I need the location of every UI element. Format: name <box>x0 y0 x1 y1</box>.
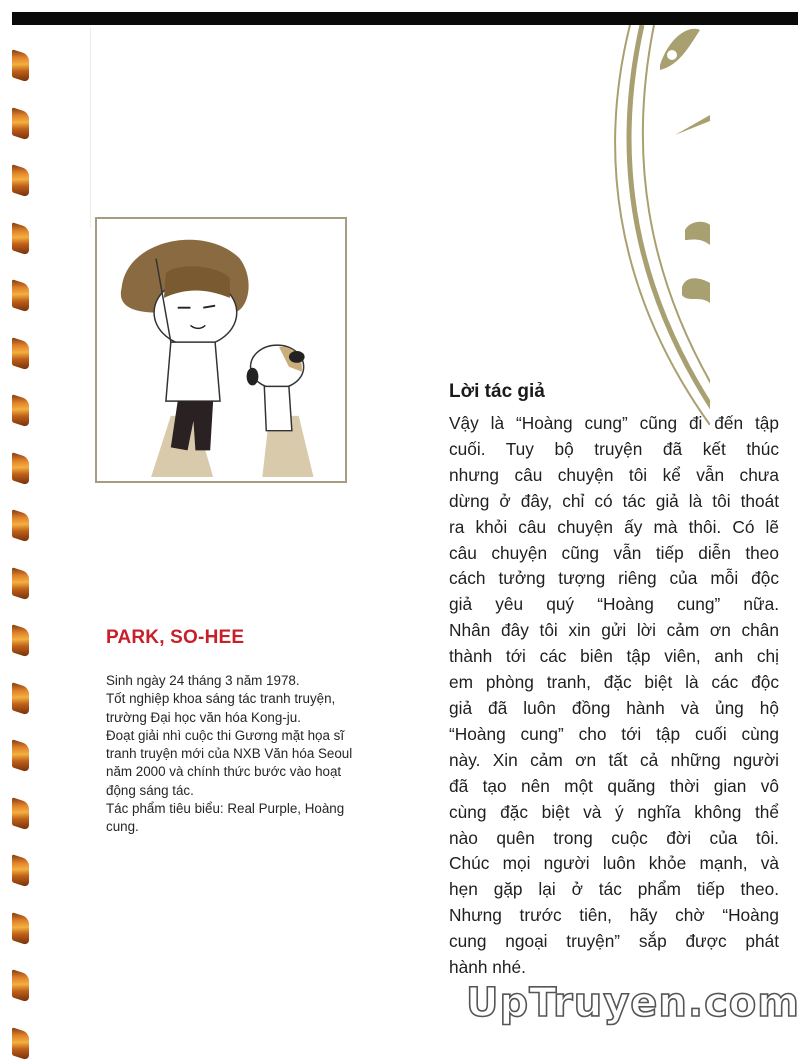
bio-line: trường Đại học văn hóa Kong-ju. <box>106 709 301 725</box>
afterword-line: nhưng câu chuyện tôi kể vẫn chưa <box>449 464 779 485</box>
binding-ring-icon <box>12 567 29 601</box>
afterword-line: Vậy là “Hoàng cung” cũng đi đến tập <box>449 413 779 433</box>
binding-ring-icon <box>12 394 29 428</box>
afterword-line: cùng đặc biệt và ý nghĩa không thể <box>449 801 779 822</box>
afterword-line: câu chuyện cũng vẫn tiếp diễn theo <box>449 542 779 563</box>
binding-ring-icon <box>12 49 29 83</box>
afterword-line: giả đã luôn đồng hành và ủng hộ <box>449 697 779 718</box>
afterword-line: Nhưng trước tiên, hãy chờ “Hoàng <box>449 905 779 926</box>
bio-line: Tác phẩm tiêu biểu: Real Purple, Hoàng <box>106 801 345 817</box>
top-border-bar <box>12 12 798 25</box>
binding-ring-icon <box>12 164 29 198</box>
binding-ring-icon <box>12 452 29 486</box>
binding-ring-icon <box>12 509 29 543</box>
afterword-heading: Lời tác giả <box>449 381 545 402</box>
binding-ring-icon <box>12 279 29 313</box>
afterword-line: hẹn gặp lại ở tác phẩm tiếp theo. <box>449 879 779 900</box>
decorative-ornament-circle <box>590 25 790 425</box>
binding-ring-icon <box>12 624 29 658</box>
afterword-line: này. Xin cảm ơn tất cả những người <box>449 749 779 770</box>
binding-ring-icon <box>12 222 29 256</box>
afterword-line: Nhân đây tôi xin gửi lời cảm ơn chân <box>449 620 779 641</box>
afterword-line: dừng ở đây, chỉ có tác giả là tôi thoát <box>449 490 779 511</box>
author-name-heading: PARK, SO-HEE <box>106 627 245 648</box>
bio-line: động sáng tác. <box>106 782 194 798</box>
binding-ring-icon <box>12 1027 29 1060</box>
binding-ring-icon <box>12 969 29 1003</box>
bio-line: cung. <box>106 819 139 835</box>
binding-ring-icon <box>12 337 29 371</box>
binding-ring-icon <box>12 854 29 888</box>
afterword-line: giả yêu quý “Hoàng cung” nữa. <box>449 594 779 615</box>
afterword-line: cách tưởng tượng riêng của mỗi độc <box>449 568 779 589</box>
binding-ring-icon <box>12 682 29 716</box>
spiral-binding <box>0 0 40 1057</box>
afterword-line: ra khỏi câu chuyện ấy mà thôi. Có lẽ <box>449 516 779 537</box>
bio-line: năm 2000 và chính thức bước vào hoạt <box>106 764 342 780</box>
bio-line: Sinh ngày 24 tháng 3 năm 1978. <box>106 673 300 688</box>
afterword-line: đã tạo nên một quãng thời gian vô <box>449 775 779 796</box>
afterword-line: hành nhé. <box>449 957 526 978</box>
afterword-line: thành tới các biên tập viên, anh chị <box>449 646 779 667</box>
afterword-line: cuối. Tuy bộ truyện đã kết thúc <box>449 438 779 459</box>
author-portrait <box>95 217 347 483</box>
author-bio <box>106 672 388 837</box>
bio-line: Đoạt giải nhì cuộc thi Gương mặt họa sĩ <box>106 727 345 743</box>
afterword-line: “Hoàng cung” cho tới tập cuối cùng <box>449 723 779 744</box>
binding-ring-icon <box>12 107 29 141</box>
chibi-author-illustration-icon <box>97 219 345 481</box>
binding-ring-icon <box>12 912 29 946</box>
site-watermark: UpTruyen.com <box>466 980 800 1026</box>
binding-ring-icon <box>12 797 29 831</box>
afterword-line: em phòng tranh, đặc biệt là các độc <box>449 672 779 693</box>
afterword-line: Chúc mọi người luôn khỏe mạnh, và <box>449 853 779 874</box>
ornament-arc-icon <box>590 25 790 425</box>
bio-line: Tốt nghiệp khoa sáng tác tranh truyện, <box>106 691 336 707</box>
binding-ring-icon <box>12 739 29 773</box>
afterword-body <box>449 411 779 981</box>
bio-line: tranh truyện mới của NXB Văn hóa Seoul <box>106 746 353 762</box>
afterword-line: cung ngoại truyện” sắp được phát <box>449 931 779 952</box>
afterword-line: nào quên trong cuộc đời của tôi. <box>449 827 779 848</box>
page-fold-line <box>90 28 91 228</box>
